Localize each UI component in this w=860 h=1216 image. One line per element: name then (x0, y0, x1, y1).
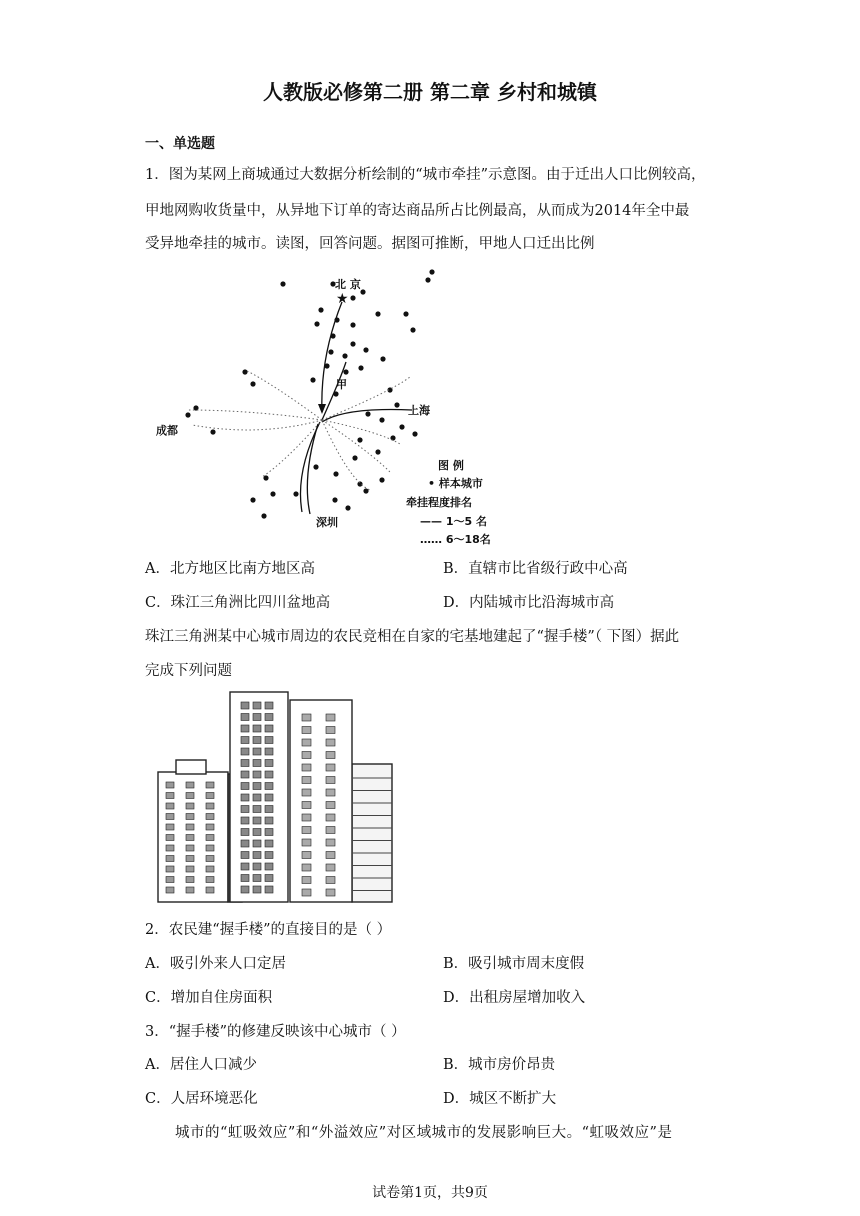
sample-city-dot (425, 277, 430, 282)
handshake-buildings-illustration (150, 686, 400, 904)
window (166, 866, 174, 872)
window (253, 771, 261, 778)
sample-city-dot (342, 353, 347, 358)
window (326, 864, 335, 871)
intro-line-2: 完成下列问题 (145, 663, 232, 679)
window (326, 814, 335, 821)
window (206, 803, 214, 809)
window (241, 702, 249, 709)
window (241, 794, 249, 801)
window (206, 856, 214, 862)
window (241, 875, 249, 882)
sample-city-dot (410, 327, 415, 332)
window (265, 886, 273, 893)
window (206, 877, 214, 883)
window (265, 783, 273, 790)
window (186, 793, 194, 799)
window (241, 806, 249, 813)
window (241, 852, 249, 859)
sample-city-dot (250, 497, 255, 502)
window (166, 877, 174, 883)
q2-option-a[interactable]: A．吸引外来人口定居 (145, 956, 286, 972)
window (241, 829, 249, 836)
jia-label: 甲 (336, 378, 347, 391)
window (265, 725, 273, 732)
shanghai-label: 上海 (408, 404, 430, 417)
window (186, 856, 194, 862)
window (253, 852, 261, 859)
window (186, 782, 194, 788)
q1-option-d[interactable]: D．内陆城市比沿海城市高 (443, 595, 615, 611)
sample-city-dot (314, 321, 319, 326)
sample-city-dot (318, 307, 323, 312)
beijing-label: 北 京 (335, 278, 361, 291)
window (302, 852, 311, 859)
window (302, 714, 311, 721)
legend-rank-6-18: …… 6～18名 (420, 533, 491, 546)
sample-city-dot (333, 471, 338, 476)
window (265, 852, 273, 859)
sample-city-dot (263, 475, 268, 480)
window (241, 714, 249, 721)
window (241, 737, 249, 744)
window (265, 863, 273, 870)
window (326, 752, 335, 759)
window (265, 714, 273, 721)
window (265, 771, 273, 778)
beijing-star: ★ (336, 291, 349, 307)
window (302, 727, 311, 734)
window (253, 840, 261, 847)
q1-stem-line-1: 1．图为某网上商城通过大数据分析绘制的“城市牵挂”示意图。由于迁出人口比例较高， (145, 167, 706, 183)
window (326, 839, 335, 846)
legend-rank-title: 牵挂程度排名 (406, 496, 472, 509)
sample-city-dot (363, 488, 368, 493)
q3-stem: 3．“握手楼”的修建反映该中心城市（ ） (145, 1024, 406, 1040)
sample-city-dot (363, 347, 368, 352)
window (186, 803, 194, 809)
window (186, 866, 194, 872)
window (186, 814, 194, 820)
window (265, 840, 273, 847)
map-legend (406, 458, 491, 546)
window (253, 829, 261, 836)
sample-city-dot (261, 513, 266, 518)
sample-city-dot (343, 369, 348, 374)
window (241, 725, 249, 732)
window (326, 714, 335, 721)
sample-city-dot (345, 505, 350, 510)
window (326, 827, 335, 834)
window (206, 793, 214, 799)
q3-option-d[interactable]: D．城区不断扩大 (443, 1091, 557, 1107)
window (253, 748, 261, 755)
window (302, 764, 311, 771)
sample-city-dot (313, 464, 318, 469)
sample-city-dot (360, 289, 365, 294)
window (166, 793, 174, 799)
q2-stem: 2．农民建“握手楼”的直接目的是（ ） (145, 922, 392, 938)
sample-city-dot (412, 431, 417, 436)
sample-city-dot (350, 341, 355, 346)
window (241, 748, 249, 755)
window (302, 827, 311, 834)
window (253, 863, 261, 870)
q2-option-c[interactable]: C．增加自住房面积 (145, 990, 273, 1006)
q1-option-a[interactable]: A．北方地区比南方地区高 (145, 561, 315, 577)
window (302, 752, 311, 759)
q1-stem-line-2: 甲地网购收货量中，从异地下订单的寄达商品所占比例最高，从而成为2014年全中最 (145, 203, 690, 219)
sample-city-dot (332, 497, 337, 502)
rank-1-5-lines (300, 302, 412, 514)
sample-city-dots (185, 269, 434, 518)
legend-sample-city: • 样本城市 (428, 477, 483, 490)
window (253, 737, 261, 744)
sample-city-dot (310, 377, 315, 382)
window (253, 725, 261, 732)
window (253, 760, 261, 767)
sample-city-dot (293, 491, 298, 496)
window (302, 889, 311, 896)
window (302, 789, 311, 796)
q3-option-a[interactable]: A．居住人口减少 (145, 1057, 257, 1073)
window (253, 875, 261, 882)
window (166, 856, 174, 862)
window (186, 845, 194, 851)
sample-city-dot (358, 365, 363, 370)
window (166, 814, 174, 820)
q2-option-d[interactable]: D．出租房屋增加收入 (443, 990, 586, 1006)
window (253, 886, 261, 893)
window (206, 835, 214, 841)
sample-city-dot (250, 381, 255, 386)
window (265, 875, 273, 882)
window (206, 845, 214, 851)
passage-line: 城市的“虹吸效应”和“外溢效应”对区域城市的发展影响巨大。“虹吸效应”是 (175, 1125, 673, 1141)
window (302, 839, 311, 846)
window (166, 845, 174, 851)
window (166, 782, 174, 788)
sample-city-dot (210, 429, 215, 434)
window (206, 814, 214, 820)
intro-line-1: 珠江三角洲某中心城市周边的农民竞相在自家的宅基地建起了“握手楼”（ 下图）据此 (145, 629, 680, 645)
window (186, 877, 194, 883)
rank-6-18-lines (188, 370, 410, 490)
sample-city-dot (242, 369, 247, 374)
legend-rank-1-5: —— 1～5 名 (420, 515, 487, 528)
window (253, 783, 261, 790)
window (326, 802, 335, 809)
window (265, 806, 273, 813)
window (166, 824, 174, 830)
window (326, 739, 335, 746)
window (265, 760, 273, 767)
window (186, 835, 194, 841)
window (265, 794, 273, 801)
window (186, 824, 194, 830)
window (302, 814, 311, 821)
window (166, 803, 174, 809)
chengdu-label: 成都 (156, 424, 178, 437)
window (241, 886, 249, 893)
sample-city-dot (357, 481, 362, 486)
window (186, 887, 194, 893)
sample-city-dot (328, 349, 333, 354)
window (326, 789, 335, 796)
window (166, 887, 174, 893)
sample-city-dot (379, 477, 384, 482)
q1-option-c[interactable]: C．珠江三角洲比四川盆地高 (145, 595, 331, 611)
window (241, 760, 249, 767)
sample-city-dot (280, 281, 285, 286)
legend-title: 图 例 (438, 459, 464, 472)
window (253, 714, 261, 721)
sample-city-dot (350, 295, 355, 300)
window (265, 817, 273, 824)
sample-city-dot (350, 322, 355, 327)
window (253, 794, 261, 801)
window (302, 777, 311, 784)
window (241, 817, 249, 824)
sample-city-dot (390, 435, 395, 440)
city-attachment-map (150, 262, 540, 552)
window (302, 802, 311, 809)
q2-option-b[interactable]: B．吸引城市周末度假 (443, 956, 585, 972)
sample-city-dot (365, 411, 370, 416)
sample-city-dot (352, 455, 357, 460)
sample-city-dot (375, 311, 380, 316)
window (166, 835, 174, 841)
sample-city-dot (357, 437, 362, 442)
window (241, 783, 249, 790)
window (302, 877, 311, 884)
window (265, 737, 273, 744)
sample-city-dot (185, 412, 190, 417)
sample-city-dot (270, 491, 275, 496)
page-title: 人教版必修第二册 第二章 乡村和城镇 (263, 80, 597, 104)
window (265, 748, 273, 755)
window (326, 727, 335, 734)
window (206, 782, 214, 788)
shenzhen-label: 深圳 (316, 516, 338, 529)
window (326, 852, 335, 859)
window (241, 771, 249, 778)
sample-city-dot (429, 269, 434, 274)
q3-option-b[interactable]: B．城市房价昂贵 (443, 1057, 556, 1073)
window (326, 764, 335, 771)
window (326, 877, 335, 884)
window (206, 887, 214, 893)
window (241, 863, 249, 870)
sample-city-dot (380, 356, 385, 361)
window (302, 739, 311, 746)
section-heading: 一、单选题 (145, 136, 215, 152)
window (241, 840, 249, 847)
window (265, 829, 273, 836)
q3-option-c[interactable]: C．人居环境恶化 (145, 1091, 258, 1107)
window (253, 702, 261, 709)
sample-city-dot (394, 402, 399, 407)
window (302, 864, 311, 871)
window (206, 866, 214, 872)
page-footer: 试卷第1页，共9页 (372, 1185, 488, 1201)
window (253, 806, 261, 813)
window (326, 777, 335, 784)
sample-city-dot (379, 417, 384, 422)
window (206, 824, 214, 830)
q1-stem-line-3: 受异地牵挂的城市。读图，回答问题。据图可推断，甲地人口迁出比例 (145, 236, 595, 252)
sample-city-dot (403, 311, 408, 316)
sample-city-dot (399, 424, 404, 429)
window (253, 817, 261, 824)
sample-city-dot (375, 449, 380, 454)
window (326, 889, 335, 896)
window (265, 702, 273, 709)
q1-option-b[interactable]: B．直辖市比省级行政中心高 (443, 561, 628, 577)
